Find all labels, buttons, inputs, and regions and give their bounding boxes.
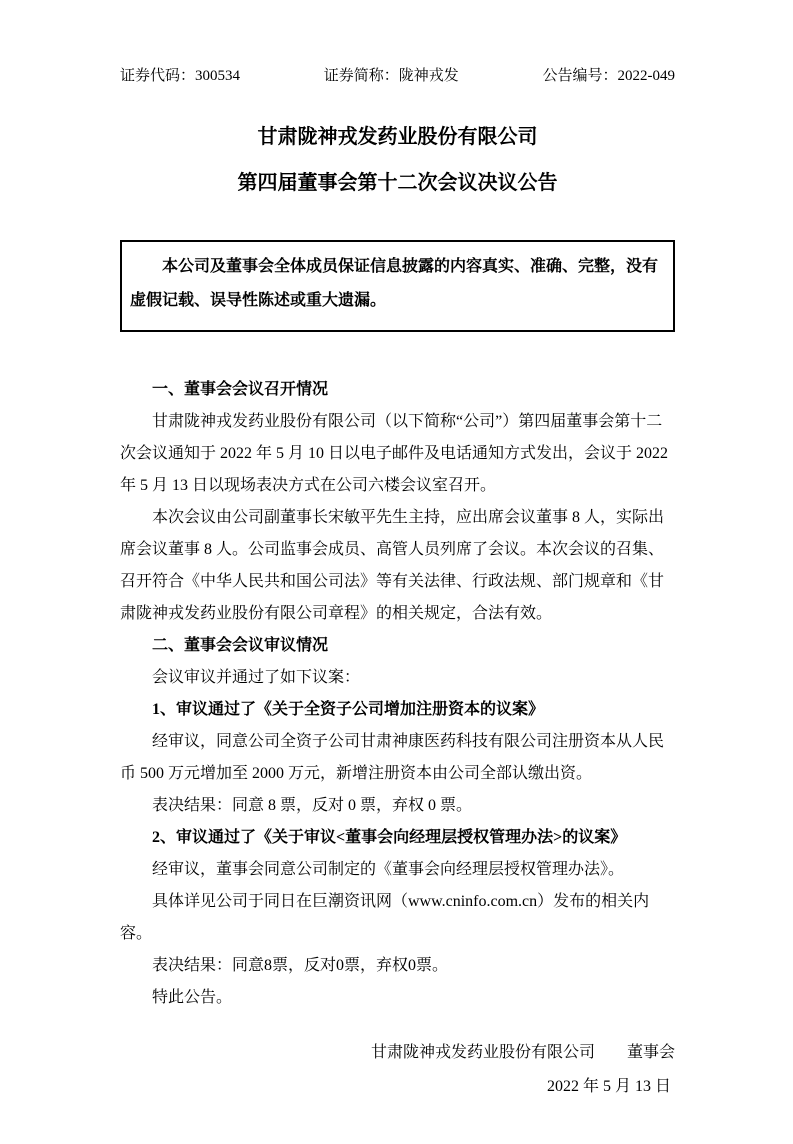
signature-block [120, 1036, 675, 1104]
disclaimer-box [120, 240, 675, 332]
disclaimer-text: 本公司及董事会全体成员保证信息披露的内容真实、准确、完整，没有虚假记载、误导性陈述或重大遗漏。 [130, 258, 659, 309]
title-line-2: 第四届董事会第十二次会议决议公告 [237, 172, 558, 194]
document-header [120, 66, 675, 86]
closing-statement: 特此公告。 [152, 989, 233, 1006]
document-title [120, 114, 675, 206]
security-name: 证券简称：陇神戎发 [323, 68, 459, 84]
vote-result-1: 表决结果：同意 8 票，反对 0 票，弃权 0 票。 [152, 797, 473, 814]
signature-date: 2022 年 5 月 13 日 [546, 1078, 671, 1095]
vote-result-2: 表决结果：同意8票，反对0票，弃权0票。 [152, 957, 449, 974]
section-heading-2: 二、董事会会议审议情况 [152, 637, 329, 654]
resolution-heading-2: 2、审议通过了《关于审议<董事会向经理层授权管理办法>的议案》 [152, 829, 627, 846]
paragraph: 会议审议并通过了如下议案： [152, 669, 361, 686]
title-line-1: 甘肃陇神戎发药业股份有限公司 [257, 126, 538, 148]
security-code: 证券代码：300534 [120, 68, 241, 84]
paragraph: 本次会议由公司副董事长宋敏平先生主持，应出席会议董事 8 人，实际出席会议董事 8 人。公司监事会成员、高管人员列席了会议。本次会议的召集、召开符合《中华人民共和国公司法》等有关法律、行政法规、部门规章和《甘肃陇神戎发药业股份有限公司章程》的相关规定，合法有效。 [120, 509, 665, 622]
resolution-heading-1: 1、审议通过了《关于全资子公司增加注册资本的议案》 [152, 701, 545, 718]
paragraph: 甘肃陇神戎发药业股份有限公司（以下简称“公司”）第四届董事会第十二次会议通知于 2022 年 5 月 10 日以电子邮件及电话通知方式发出，会议于 2022 年 5 月 13 日以现场表决方式在公司六楼会议室召开。 [120, 413, 669, 494]
paragraph: 具体详见公司于同日在巨潮资讯网（www.cninfo.com.cn）发布的相关内容。 [120, 893, 650, 942]
signature-company: 甘肃陇神戎发药业股份有限公司 董事会 [370, 1044, 675, 1061]
paragraph: 经审议，同意公司全资子公司甘肃神康医药科技有限公司注册资本从人民币 500 万元增加至 2000 万元，新增注册资本由公司全部认缴出资。 [120, 733, 665, 782]
section-heading-1: 一、董事会会议召开情况 [152, 381, 329, 398]
paragraph: 经审议，董事会同意公司制定的《董事会向经理层授权管理办法》。 [152, 861, 625, 878]
document-body [120, 374, 675, 1014]
announcement-number: 公告编号：2022-049 [542, 68, 675, 84]
